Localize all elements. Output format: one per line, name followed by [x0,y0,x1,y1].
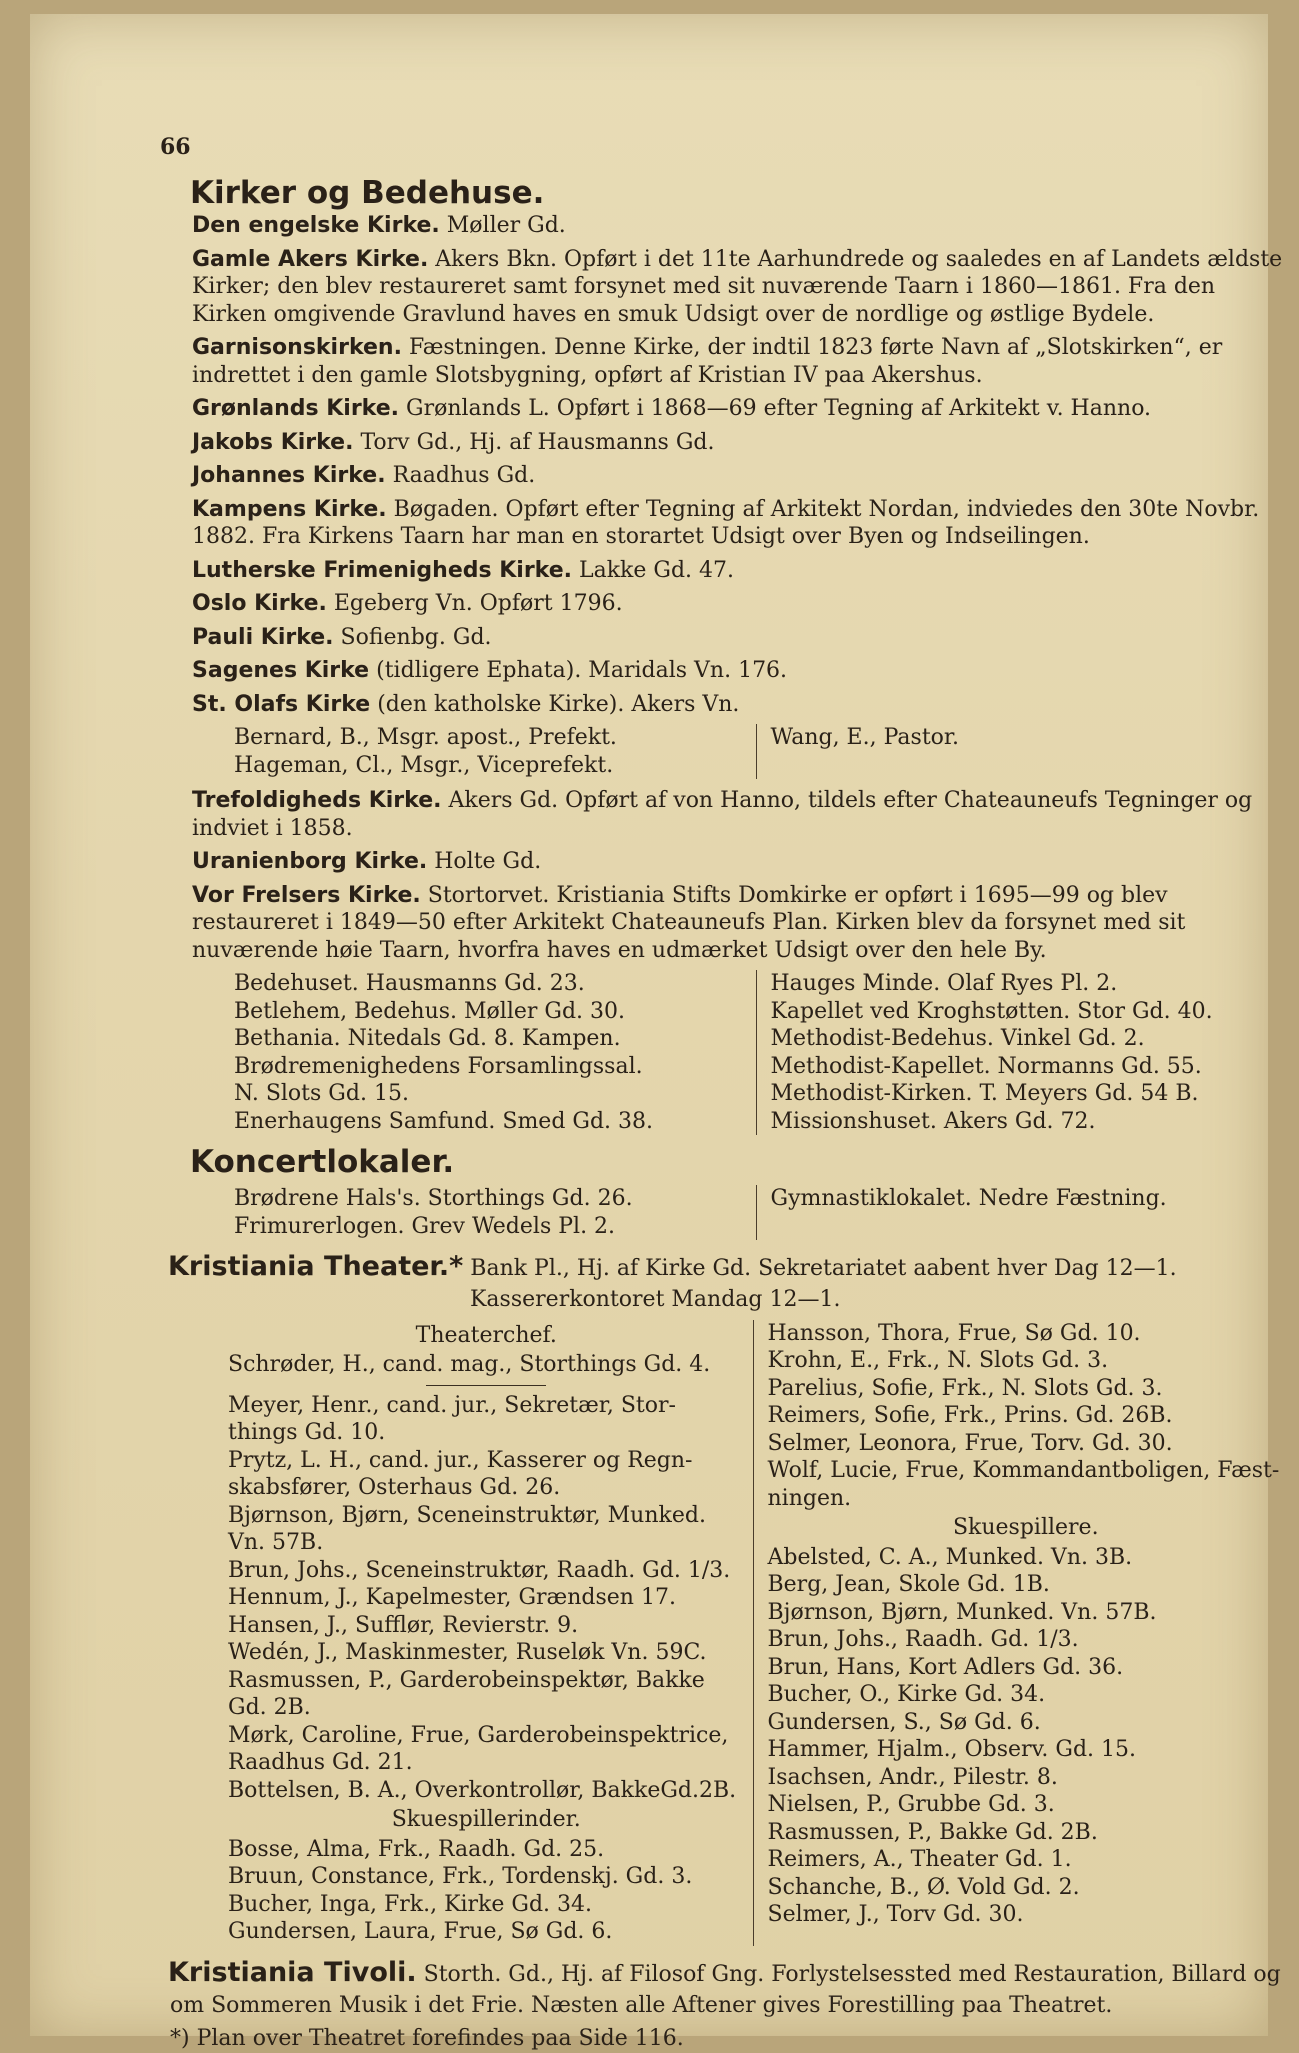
staff-line: Hennum, J., Kapelmester, Grændsen 17. [228,1585,676,1610]
document-page [30,14,1283,2051]
actress-line: ningen. [767,1485,852,1511]
actresses-left [228,1836,745,1946]
actress-line: Gundersen, Laura, Frue, Sø Gd. 6. [228,1919,613,1944]
staff-line: Raadhus Gd. 21. [228,1750,413,1775]
theater-right [753,1320,1293,1946]
theater-left [192,1320,753,1946]
church-text: Grønlands L. Opført i 1868—69 efter Tegning af Arkitekt v. Hanno. [406,396,1152,421]
clergy-right [756,724,1293,779]
staff-line: Meyer, Henr., cand. jur., Sekretær, Stor- [228,1392,676,1418]
clergy-line: Hageman, Cl., Msgr., Viceprefekt. [234,752,614,778]
bedehus-line: Methodist-Kirken. T. Meyers Gd. 54 B. [770,1081,1199,1106]
bedehus-line: Missionshuset. Akers Gd. 72. [770,1108,1096,1134]
bedehus-line: Enerhaugens Samfund. Smed Gd. 38. [234,1108,654,1134]
section-heading-kirker: Kirker og Bedehuse. [190,175,545,211]
staff-line: Bottelsen, B. A., Overkontrollør, BakkeGd.2B. [228,1777,737,1803]
church-entry [192,395,1292,423]
church-text: Bøgaden. Opført efter Tegning af Arkitekt Nordan, indviedes den 30te Novbr. 1882. Fra Kirkens Taarn har man en storartet Udsigt over Byen og Indseilingen. [192,496,1260,549]
actress-line: Krohn, E., Frk., N. Slots Gd. 3. [767,1348,1109,1373]
footnote: *) Plan over Theatret forefindes paa Side 116. [170,2026,684,2051]
bedehus-list [192,970,1292,1135]
church-entry [192,462,1292,490]
staff-line: Brun, Johs., Sceneinstruktør, Raadh. Gd. 1/3. [228,1557,731,1583]
staff-line: skabsfører, Osterhaus Gd. 26. [228,1475,561,1500]
theater-text-2: Kassererkontoret Mandag 12—1. [470,1287,841,1312]
actor-line: Rasmussen, P., Bakke Gd. 2B. [767,1819,1098,1845]
theater-chef: Schrøder, H., cand. mag., Storthings Gd. 4. [228,1352,711,1377]
church-text: Sofienbg. Gd. [340,624,492,650]
church-text: (den katholske Kirke). Akers Vn. [377,691,740,717]
church-name: Pauli Kirke. [192,624,334,650]
church-entry [192,246,1292,329]
actor-line: Brun, Hans, Kort Adlers Gd. 36. [767,1654,1124,1680]
koncert-line: Frimurerlogen. Grev Wedels Pl. 2. [234,1213,616,1239]
church-name: Den engelske Kirke. [192,213,440,238]
actress-line: Bosse, Alma, Frk., Raadh. Gd. 25. [228,1836,605,1862]
koncert-list [192,1185,1292,1240]
church-list [192,212,1292,718]
church-name: Jakobs Kirke. [192,429,354,455]
staff-line: Hansen, J., Sufflør, Revierstr. 9. [228,1612,579,1638]
actor-line: Hammer, Hjalm., Observ. Gd. 15. [767,1737,1137,1762]
church-entry [192,787,1292,842]
document-body [168,174,1292,2053]
actor-line: Abelsted, C. A., Munked. Vn. 3B. [767,1544,1133,1570]
church-name: Trefoldigheds Kirke. [192,788,442,813]
church-entry [192,590,1292,618]
divider [426,1385,546,1386]
church-entry [192,882,1292,965]
actresses-heading: Skuespillerinder. [391,1807,581,1832]
clergy-left [192,724,756,779]
church-name: St. Olafs Kirke [192,691,371,717]
actor-line: Bucher, O., Kirke Gd. 34. [767,1682,1046,1707]
bedehus-line: Bedehuset. Hausmanns Gd. 23. [234,971,585,996]
staff-line: Prytz, L. H., cand. jur., Kasserer og Regn- [228,1447,693,1473]
koncert-line: Gymnastiklokalet. Nedre Fæstning. [770,1186,1167,1211]
koncert-line: Brødrene Hals's. Storthings Gd. 26. [234,1186,633,1211]
church-text: Holte Gd. [434,849,542,874]
bedehus-line: Bethania. Nitedals Gd. 8. Kampen. [234,1026,621,1051]
actor-line: Brun, Johs., Raadh. Gd. 1/3. [767,1627,1079,1652]
actor-line: Nielsen, P., Grubbe Gd. 3. [767,1792,1055,1817]
church-text: Akers Bkn. Opført i det 11te Aarhundrede og saaledes en af Landets ældste Kirker; den blev restaureret samt forsynet med sit nuværende Taarn i 1860—1861. Fra den Kirken omgivende Gravlund haves en smuk Udsigt over de nordlige og østlige Bydele. [192,246,1283,327]
actor-line: Bjørnson, Bjørn, Munked. Vn. 57B. [767,1599,1157,1625]
actors-list [768,1544,1285,1929]
church-name: Uranienborg Kirke. [192,849,428,874]
bedehus-line: N. Slots Gd. 15. [234,1081,409,1106]
church-entry [192,691,1292,719]
church-name: Gamle Akers Kirke. [192,246,429,272]
theater-entry [170,1248,1292,1314]
actress-line: Bruun, Constance, Frk., Tordenskj. Gd. 3. [228,1864,693,1889]
church-text: Stortorvet. Kristiania Stifts Domkirke er opført i 1695—99 og blev restaureret i 1849—50 efter Arkitekt Chateauneufs Plan. Kirken blev da forsynet med sit nuværende høie Taarn, hvorfra haves en udmærket Udsigt over den hele By. [192,882,1186,963]
actress-line: Bucher, Inga, Frk., Kirke Gd. 34. [228,1891,593,1917]
koncert-right [756,1185,1293,1240]
church-text: Fæstningen. Denne Kirke, der indtil 1823 førte Navn af „Slotskirken“, er indrettet i den gamle Slotsbygning, opført af Kristian IV paa Akershus. [192,335,1223,388]
bedehus-line: Methodist-Kapellet. Normanns Gd. 55. [770,1053,1202,1079]
clergy-line: Wang, E., Pastor. [770,725,959,750]
bedehus-line: Kapellet ved Kroghstøtten. Stor Gd. 40. [770,998,1213,1024]
theater-chef-heading: Theaterchef. [415,1322,557,1348]
church-entry [192,496,1292,551]
koncert-left [192,1185,756,1240]
staff-line: things Gd. 10. [228,1420,386,1445]
bedehus-line: Brødremenighedens Forsamlingssal. [234,1053,643,1079]
church-text: Akers Gd. Opført af von Hanno, tildels efter Chateauneufs Tegninger og indviet i 1858. [192,788,1253,841]
actress-line: Reimers, Sofie, Frk., Prins. Gd. 26B. [767,1403,1173,1428]
clergy-line: Bernard, B., Msgr. apost., Prefekt. [234,725,617,750]
church-entry [192,212,1292,240]
staff-line: Bjørnson, Bjørn, Sceneinstruktør, Munked. [228,1502,706,1528]
church-text: Lakke Gd. 47. [579,557,735,583]
staff-line: Gd. 2B. [228,1695,311,1720]
church-name: Grønlands Kirke. [192,396,399,421]
church-entry [192,334,1292,389]
church-entry [192,557,1292,585]
theater-staff-list [228,1392,745,1805]
actor-line: Schanche, B., Ø. Vold Gd. 2. [767,1874,1080,1900]
staff-line: Rasmussen, P., Garderobeinspektør, Bakke [228,1667,705,1693]
theater-staff [192,1320,1292,1946]
church-text: Raadhus Gd. [392,463,536,488]
page-number: 66 [160,134,191,160]
bedehus-line: Betlehem, Bedehus. Møller Gd. 30. [234,998,626,1024]
tivoli-entry [170,1954,1292,2020]
church-entry [192,429,1292,457]
church-name: Garnisonskirken. [192,335,402,360]
church-text: Møller Gd. [446,213,566,238]
staff-line: Mørk, Caroline, Frue, Garderobeinspektrice, [228,1722,729,1748]
church-entry [192,657,1292,685]
church-entry [192,624,1292,652]
section-heading-koncert: Koncertlokaler. [190,1144,455,1180]
bedehus-right [756,970,1293,1135]
theater-text: Bank Pl., Hj. af Kirke Gd. Sekretariatet aabent hver Dag 12—1. [470,1256,1177,1281]
bedehus-line: Methodist-Bedehus. Vinkel Gd. 2. [770,1026,1145,1051]
church-name: Oslo Kirke. [192,591,327,616]
actress-line: Parelius, Sofie, Frk., N. Slots Gd. 3. [767,1375,1163,1401]
actor-line: Reimers, A., Theater Gd. 1. [767,1847,1072,1872]
actor-line: Berg, Jean, Skole Gd. 1B. [767,1572,1050,1597]
bedehus-left [192,970,756,1135]
staff-line: Vn. 57B. [228,1530,324,1555]
theater-name: Kristiania Theater.* [168,1251,464,1282]
actor-line: Selmer, J., Torv Gd. 30. [767,1902,1024,1927]
actors-heading: Skuespillere. [952,1515,1099,1540]
church-text: (tidligere Ephata). Maridals Vn. 176. [376,658,788,683]
st-olafs-clergy [192,724,1292,779]
church-text: Torv Gd., Hj. af Hausmanns Gd. [360,429,715,455]
church-text: Egeberg Vn. Opført 1796. [333,591,623,616]
church-list-2 [192,787,1292,964]
church-name: Kampens Kirke. [192,496,387,522]
bedehus-line: Hauges Minde. Olaf Ryes Pl. 2. [770,971,1118,996]
tivoli-name: Kristiania Tivoli. [168,1956,417,1988]
actress-line: Selmer, Leonora, Frue, Torv. Gd. 30. [767,1430,1173,1456]
church-entry [192,848,1292,876]
church-name: Sagenes Kirke [192,658,370,683]
actress-line: Wolf, Lucie, Frue, Kommandantboligen, Fæst- [767,1458,1280,1483]
tivoli-text: Storth. Gd., Hj. af Filosof Gng. Forlystelsessted med Restauration, Billard og om Sommeren Musik i det Frie. Næsten alle Aftener gives Forestilling paa Theatret. [170,1961,1281,2018]
actor-line: Gundersen, S., Sø Gd. 6. [767,1709,1041,1735]
staff-line: Wedén, J., Maskinmester, Ruseløk Vn. 59C. [228,1640,707,1665]
church-name: Johannes Kirke. [192,463,386,488]
actresses-right [768,1320,1285,1513]
church-name: Lutherske Frimenigheds Kirke. [192,557,572,583]
actor-line: Isachsen, Andr., Pilestr. 8. [767,1764,1058,1790]
actress-line: Hansson, Thora, Frue, Sø Gd. 10. [767,1320,1141,1346]
church-name: Vor Frelsers Kirke. [192,882,421,908]
